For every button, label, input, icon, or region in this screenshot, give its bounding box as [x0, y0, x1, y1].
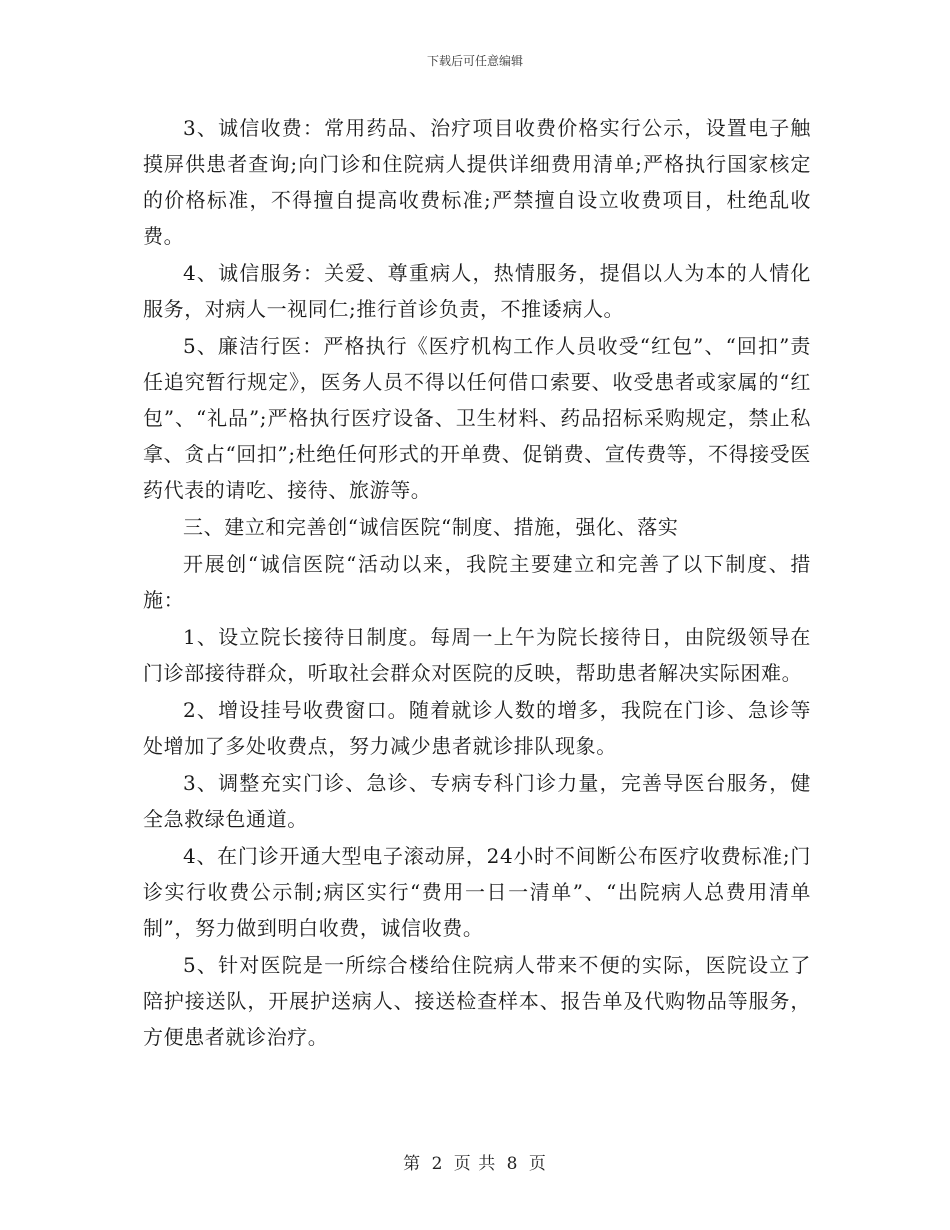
- paragraph-measure-5: 5、针对医院是一所综合楼给住院病人带来不便的实际，医院设立了陪护接送队，开展护送病人、接送检查样本、报告单及代购物品等服务，方便患者就诊治疗。: [143, 953, 811, 1049]
- paragraph-honest-charging: 3、诚信收费：常用药品、治疗项目收费价格实行公示，设置电子触摸屏供患者查询;向门诊和住院病人提供详细费用清单;严格执行国家核定的价格标准，不得擅自提高收费标准;严禁擅自设立收费项目，杜绝乱收费。: [143, 116, 811, 248]
- page-footer: [0, 1153, 950, 1175]
- paragraph-clean-practice: 5、廉洁行医：严格执行《医疗机构工作人员收受“红包”、“回扣”责任追究暂行规定》，医务人员不得以任何借口索要、收受患者或家属的“红包”、“礼品”;严格执行医疗设备、卫生材料、药品招标采购规定，禁止私拿、贪占“回扣”;杜绝任何形式的开单费、促销费、宣传费等，不得接受医药代表的请吃、接待、旅游等。: [143, 334, 811, 502]
- total-page-number: 8: [506, 1154, 519, 1174]
- document-body: [143, 110, 811, 1055]
- paragraph-measure-3: 3、调整充实门诊、急诊、专病专科门诊力量，完善导医台服务，健全急救绿色通道。: [143, 771, 811, 831]
- footer-middle: 页 共: [453, 1154, 497, 1174]
- paragraph-measure-2: 2、增设挂号收费窗口。随着就诊人数的增多，我院在门诊、急诊等处增加了多处收费点，努力减少患者就诊排队现象。: [143, 698, 811, 758]
- paragraph-honest-service: 4、诚信服务：关爱、尊重病人，热情服务，提倡以人为本的人情化服务，对病人一视同仁;推行首诊负责，不推诿病人。: [143, 261, 811, 321]
- section-heading-three: 三、建立和完善创“诚信医院“制度、措施，强化、落实: [183, 515, 679, 539]
- page-header-note: 下载后可任意编辑: [426, 54, 523, 68]
- footer-prefix: 第: [403, 1154, 422, 1174]
- paragraph-measure-4: 4、在门诊开通大型电子滚动屏，24小时不间断公布医疗收费标准;门诊实行收费公示制;病区实行“费用一日一清单”、“出院病人总费用清单制”，努力做到明白收费，诚信收费。: [143, 844, 811, 940]
- current-page-number: 2: [431, 1154, 444, 1174]
- footer-suffix: 页: [528, 1154, 547, 1174]
- paragraph-intro-measures: 开展创“诚信医院“活动以来，我院主要建立和完善了以下制度、措施：: [143, 552, 811, 612]
- paragraph-measure-1: 1、设立院长接待日制度。每周一上午为院长接待日，由院级领导在门诊部接待群众，听取社会群众对医院的反映，帮助患者解决实际困难。: [143, 625, 811, 685]
